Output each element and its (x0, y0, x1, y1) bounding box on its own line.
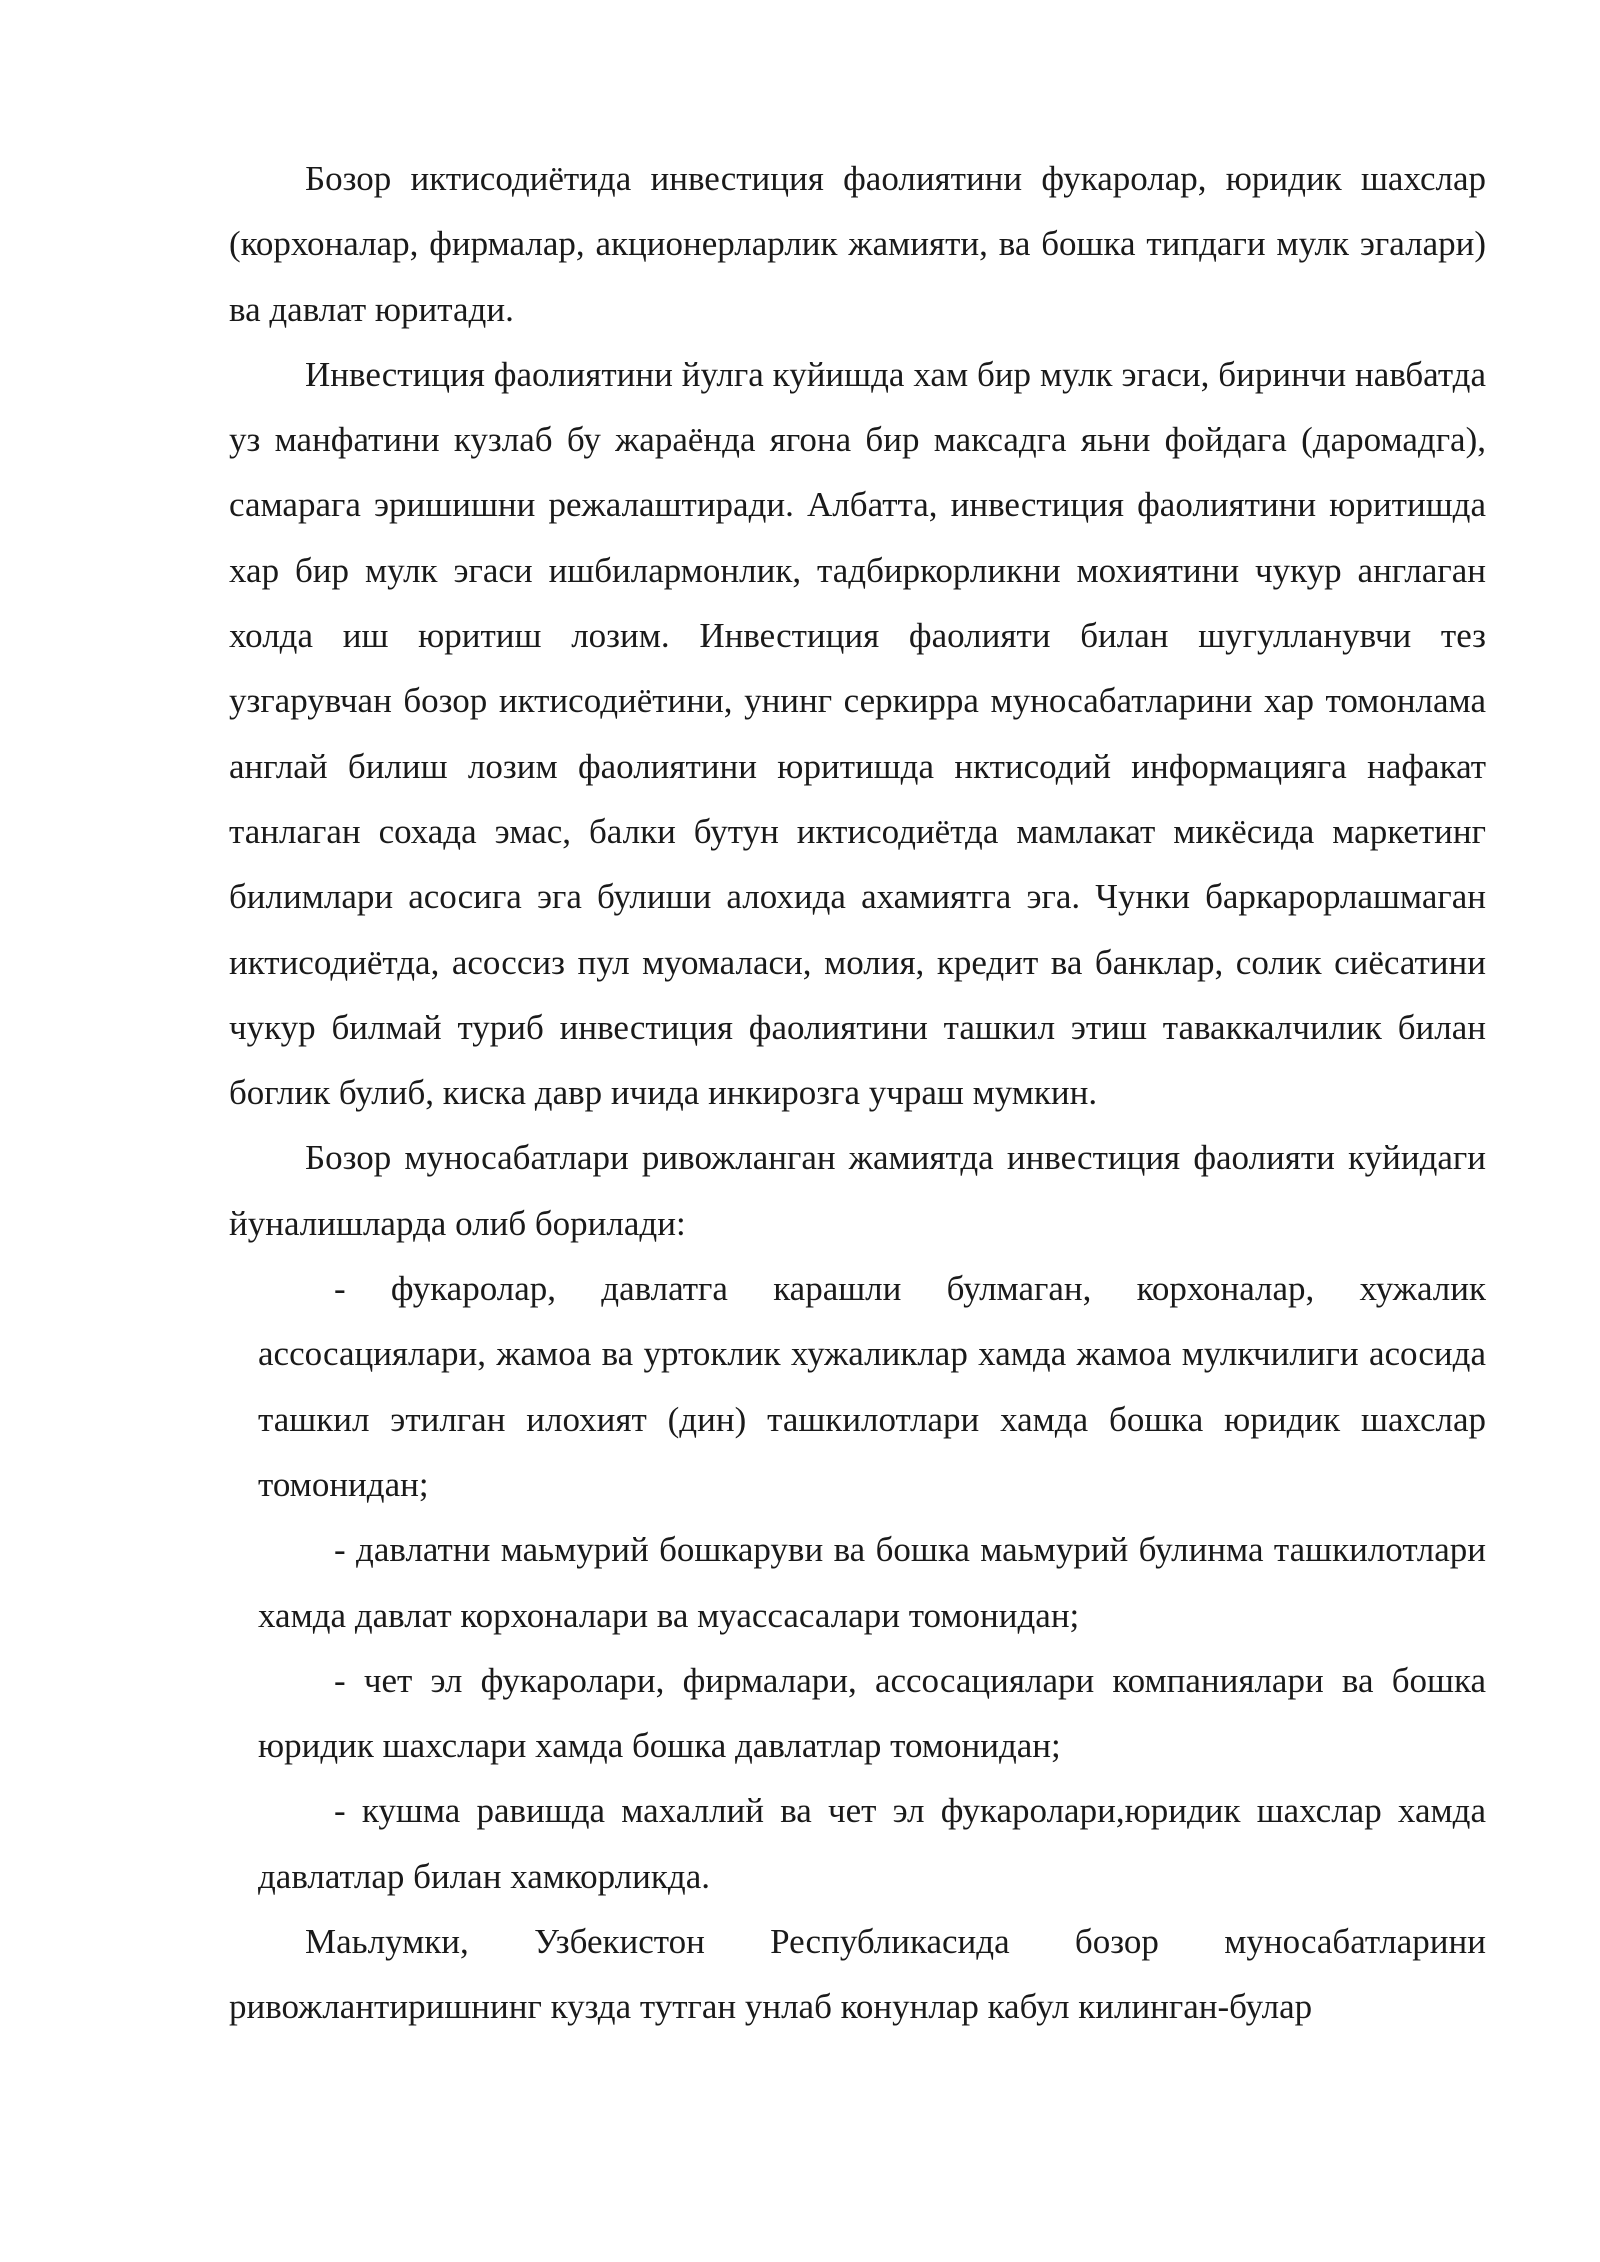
paragraph-3: Бозор муносабатлари ривожланган жамиятда инвестиция фаолияти куйидаги йуналишларда олиб борилади: (229, 1138, 1486, 1243)
bullet-item-4: - кушма равишда махаллий ва чет эл фукаролари,юридик шахслар хамда давлатлар билан хамкорликда. (258, 1791, 1486, 1896)
bullet-item-3: - чет эл фукаролари, фирмалари, ассосациялари компаниялари ва бошка юридик шахслари хамда бошка давлатлар томонидан; (258, 1660, 1486, 1766)
paragraph-2: Инвестиция фаолиятини йулга куйишда хам бир мулк эгаси, биринчи навбатда уз манфатини кузлаб бу жараёнда ягона бир максадга яьни фойдага (даромадга), самарага эришишни режалаштиради. Албатта, инвестиция фаолиятини юритишда хар бир мулк эгаси ишбилармонлик, тадбиркорликни мохиятини чукур англаган холда иш юритиш лозим. Инвестиция фаолияти билан шугулланувчи тез узгарувчан бозор иктисодиётини, унинг серкирра муносабатларини хар томонлама англай билиш лозим фаолиятини юритишда нктисодий информацияга нафакат танлаган сохада эмас, балки бутун иктисодиётда мамлакат микёсида маркетинг билимлари асосига эга булиши алохида ахамиятга эга. Чунки баркарорлашмаган иктисодиётда, асоссиз пул муомаласи, молия, кредит ва банклар, солик сиёсатини чукур билмай туриб инвестиция фаолиятини ташкил этиш таваккалчилик билан боглик булиб, киска давр ичида инкирозга учраш мумкин. (229, 354, 1486, 1113)
bullet-item-2: - давлатни маьмурий бошкаруви ва бошка маьмурий булинма ташкилотлари хамда давлат корхоналари ва муассасалари томонидан; (258, 1530, 1486, 1635)
bullet-item-1: - фукаролар, давлатга карашли булмаган, корхоналар, хужалик ассосациялари, жамоа ва уртоклик хужаликлар хамда жамоа мулкчилиги асосида ташкил этилган илохият (дин) ташкилотлари хамда бошка юридик шахслар томонидан; (258, 1269, 1486, 1504)
closing-paragraph: Маьлумки, Узбекистон Республикасида бозор муносабатларини ривожлантиришнинг кузда тутган унлаб конунлар кабул килинган-булар (229, 1922, 1486, 2027)
paragraph-1: Бозор иктисодиётида инвестиция фаолиятини фукаролар, юридик шахслар (корхоналар, фирмалар, акционерларлик жамияти, ва бошка типдаги мулк эгалари) ва давлат юритади. (229, 159, 1486, 329)
document-body (229, 146, 1486, 2040)
